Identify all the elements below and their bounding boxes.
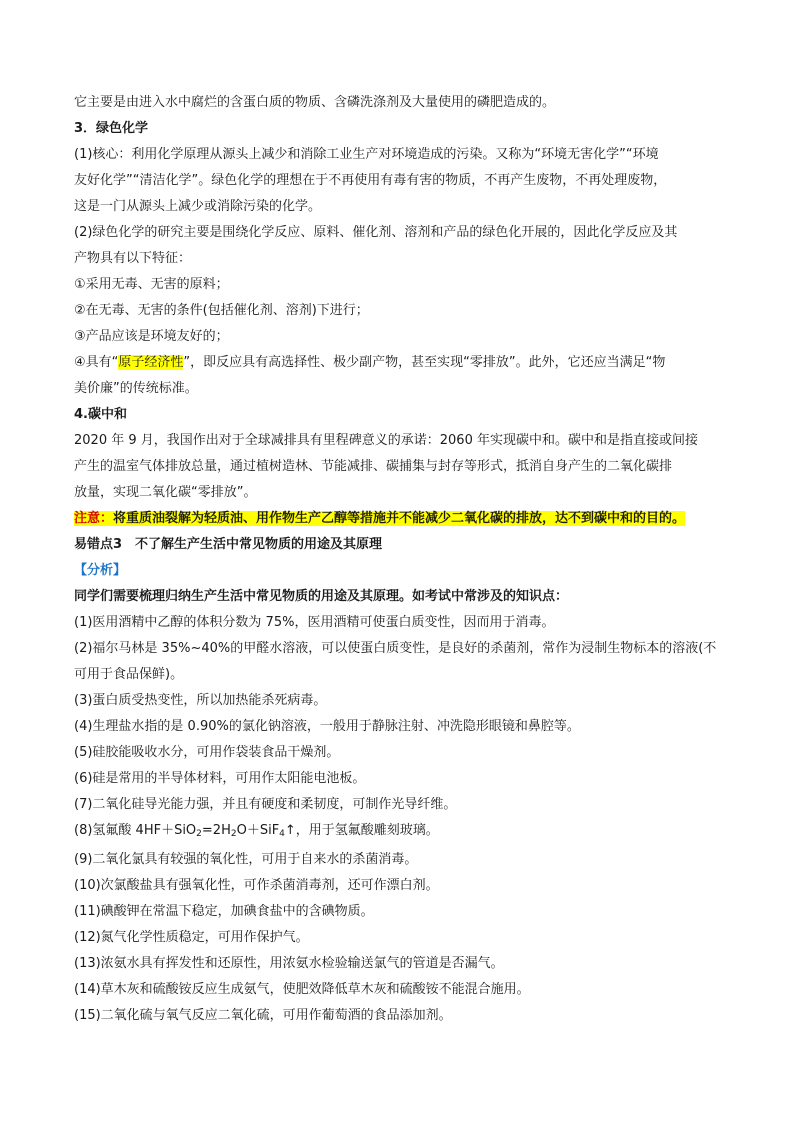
feature-item-4-post: ”，即反应具有高选择性、极少副产物，甚至实现“零排放”。此外，它还应当满足“物 — [183, 355, 666, 370]
usage-item-4: (4)生理盐水指的是 0.90%的氯化钠溶液，一般用于静脉注射、冲洗隐形眼镜和鼻腔等。 — [74, 719, 580, 734]
usage-item-13: (13)浓氨水具有挥发性和还原性，用浓氨水检验输送氯气的管道是否漏气。 — [74, 956, 504, 971]
usage-item-10: (10)次氯酸盐具有强氧化性，可作杀菌消毒剂，还可作漂白剂。 — [74, 878, 439, 893]
usage-item-5: (5)硅胶能吸收水分，可用作袋装食品干燥剂。 — [74, 745, 340, 760]
paragraph-core-line2: 友好化学”“清洁化学”。绿色化学的理想在于不再使用有毒有害的物质，不再产生废物，不再处理废物， — [74, 173, 667, 188]
usage-item-8-pre: (8)氢氟酸 4HF＋SiO — [74, 823, 197, 838]
error-point-title: 易错点3 不了解生产生活中常见物质的用途及其原理 — [74, 537, 383, 552]
heading-carbon-neutral: 4.碳中和 — [74, 407, 127, 422]
feature-item-3: ③产品应该是环境友好的； — [74, 329, 229, 344]
paragraph-carbon-line2: 产生的温室气体排放总量，通过植树造林、节能减排、碳捕集与封存等形式，抵消自身产生的二氧化碳排 — [74, 459, 673, 474]
usage-item-8-sub3: 4 — [279, 829, 285, 839]
usage-item-8 — [74, 818, 734, 847]
analysis-label: 【分析】 — [74, 563, 127, 578]
paragraph-core-line1: (1)核心：利用化学原理从源头上减少和消除工业生产对环境造成的污染。又称为“环境无害化学”“环境 — [74, 147, 659, 162]
paragraph-core-line3: 这是一门从源头上减少或消除污染的化学。 — [74, 199, 322, 214]
usage-item-7: (7)二氧化硅导光能力强，并且有硬度和柔韧度，可制作光导纤维。 — [74, 797, 457, 812]
usage-item-3: (3)蛋白质受热变性，所以加热能杀死病毒。 — [74, 693, 327, 708]
paragraph-research-line1: (2)绿色化学的研究主要是围绕化学反应、原料、催化剂、溶剂和产品的绿色化开展的，因此化学反应及其 — [74, 225, 678, 240]
note-text: 将重质油裂解为轻质油、用作物生产乙醇等措施并不能减少二氧化碳的排放，达不到碳中和的目的。 — [113, 511, 686, 526]
note-line — [74, 506, 734, 532]
usage-item-9: (9)二氧化氯具有较强的氧化性，可用于自来水的杀菌消毒。 — [74, 852, 418, 867]
usage-item-8-mid2: O＋SiF — [236, 823, 280, 838]
usage-item-8-mid: =2H — [201, 823, 231, 838]
usage-item-2-line2: 可用于食品保鲜)。 — [74, 667, 184, 682]
feature-item-1: ①采用无毒、无害的原料； — [74, 277, 229, 292]
usage-item-8-sub2: 2 — [230, 829, 237, 839]
feature-item-4-pre: ④具有“ — [74, 355, 119, 370]
note-label: 注意： — [74, 511, 114, 526]
feature-item-2: ②在无毒、无害的条件(包括催化剂、溶剂)下进行； — [74, 303, 369, 318]
analysis-intro: 同学们需要梳理归纳生产生活中常见物质的用途及其原理。如考试中常涉及的知识点： — [74, 589, 569, 604]
usage-item-15: (15)二氧化硫与氧气反应二氧化硫，可用作葡萄酒的食品添加剂。 — [74, 1008, 452, 1023]
usage-item-1: (1)医用酒精中乙醇的体积分数为 75%，医用酒精可使蛋白质变性，因而用于消毒。 — [74, 615, 555, 630]
heading-green-chemistry: 3．绿色化学 — [74, 121, 149, 136]
usage-item-2-line1: (2)福尔马林是 35%~40%的甲醛水溶液，可以使蛋白质变性，是良好的杀菌剂，常作为浸制生物标本的溶液(不 — [74, 641, 717, 656]
paragraph-eutrophication: 它主要是由进入水中腐烂的含蛋白质的物质、含磷洗涤剂及大量使用的磷肥造成的。 — [74, 95, 556, 110]
usage-item-11: (11)碘酸钾在常温下稳定，加碘食盐中的含碘物质。 — [74, 904, 374, 919]
usage-item-12: (12)氮气化学性质稳定，可用作保护气。 — [74, 930, 309, 945]
highlight-atom-economy: 原子经济性 — [118, 355, 184, 370]
paragraph-research-line2: 产物具有以下特征： — [74, 251, 192, 266]
usage-item-8-post: ↑，用于氢氟酸雕刻玻璃。 — [284, 823, 439, 838]
usage-item-6: (6)硅是常用的半导体材料，可用作太阳能电池板。 — [74, 771, 366, 786]
feature-item-4-line2: 美价廉”的传统标准。 — [74, 381, 198, 396]
usage-item-14: (14)草木灰和硫酸铵反应生成氨气，使肥效降低草木灰和硫酸铵不能混合施用。 — [74, 982, 530, 997]
feature-item-4 — [74, 350, 734, 376]
usage-item-8-sub1: 2 — [196, 829, 202, 839]
paragraph-carbon-line1: 2020 年 9 月，我国作出对于全球减排具有里程碑意义的承诺：2060 年实现碳中和。碳中和是指直接或间接 — [74, 433, 698, 448]
document-page — [74, 90, 734, 1029]
paragraph-carbon-line3: 放量，实现二氧化碳“零排放”。 — [74, 485, 257, 500]
